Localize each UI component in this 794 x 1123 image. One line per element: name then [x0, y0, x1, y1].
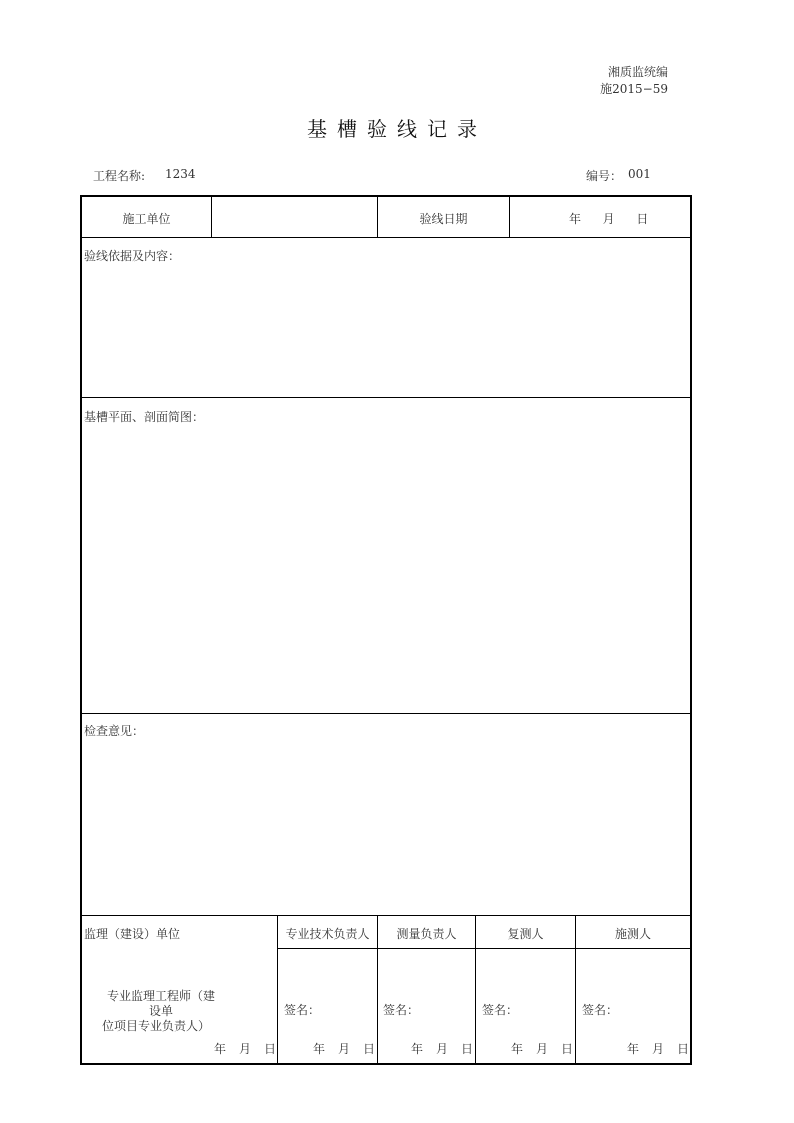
construction-unit-label: 施工单位	[122, 212, 171, 226]
date-month-label: 月	[536, 1042, 549, 1056]
date-year-label: 年	[627, 1042, 640, 1056]
tech-lead-header: 专业技术负责人	[285, 927, 370, 941]
date-month-label: 月	[239, 1042, 252, 1056]
date-month-label: 月	[338, 1042, 351, 1056]
opinion-section-label: 检查意见：	[84, 724, 145, 738]
survey-lead-header: 测量负责人	[396, 927, 457, 941]
date-year-label: 年	[411, 1042, 424, 1056]
date-day-label: 日	[636, 212, 649, 226]
date-day-label: 日	[561, 1042, 574, 1056]
supervision-desc-line1: 专业监理工程师（建	[106, 989, 215, 1003]
recheck-sign-field[interactable]: 签名：	[482, 1003, 519, 1017]
inspection-date-field[interactable]	[569, 210, 648, 227]
date-day-label: 日	[461, 1042, 474, 1056]
survey-lead-sign-field[interactable]: 签名：	[383, 1003, 420, 1017]
tech-lead-sign-field[interactable]: 签名：	[284, 1003, 321, 1017]
date-year-label: 年	[569, 212, 582, 226]
date-month-label: 月	[652, 1042, 665, 1056]
number-label: 编号：	[586, 169, 623, 183]
supervision-date-field[interactable]	[214, 1040, 276, 1057]
supervision-unit-label: 监理（建设）单位	[84, 927, 181, 941]
date-year-label: 年	[313, 1042, 326, 1056]
supervision-desc-line2: 设单	[148, 1004, 173, 1018]
date-day-label: 日	[264, 1042, 277, 1056]
form-code-line1: 湘质监统编	[607, 65, 668, 79]
date-year-label: 年	[511, 1042, 524, 1056]
inspection-date-label: 验线日期	[419, 212, 468, 226]
date-day-label: 日	[363, 1042, 376, 1056]
page-title: 基槽验线记录	[307, 117, 487, 141]
construction-unit-field[interactable]	[214, 210, 374, 226]
project-name-label: 工程名称:	[93, 169, 146, 183]
sketch-section-label: 基槽平面、剖面简图：	[84, 410, 205, 424]
date-month-label: 月	[602, 212, 615, 226]
tech-lead-date-field[interactable]	[313, 1040, 375, 1057]
opinion-content-area[interactable]	[84, 742, 684, 910]
date-day-label: 日	[677, 1042, 690, 1056]
recheck-header: 复测人	[507, 927, 544, 941]
surveyor-header: 施测人	[614, 927, 651, 941]
number-value[interactable]: 001	[628, 167, 651, 181]
basis-content-area[interactable]	[84, 266, 684, 391]
recheck-date-field[interactable]	[511, 1040, 573, 1057]
supervision-desc-line3: 位项目专业负责人）	[101, 1019, 210, 1033]
surveyor-sign-field[interactable]: 签名：	[582, 1003, 619, 1017]
basis-section-label: 验线依据及内容：	[84, 249, 181, 263]
date-year-label: 年	[214, 1042, 227, 1056]
surveyor-date-field[interactable]	[627, 1040, 689, 1057]
form-code-line2: 施2015−59	[600, 82, 668, 96]
sketch-content-area[interactable]	[84, 428, 684, 708]
survey-lead-date-field[interactable]	[411, 1040, 473, 1057]
project-name-value[interactable]: 1234	[165, 167, 196, 181]
date-month-label: 月	[436, 1042, 449, 1056]
